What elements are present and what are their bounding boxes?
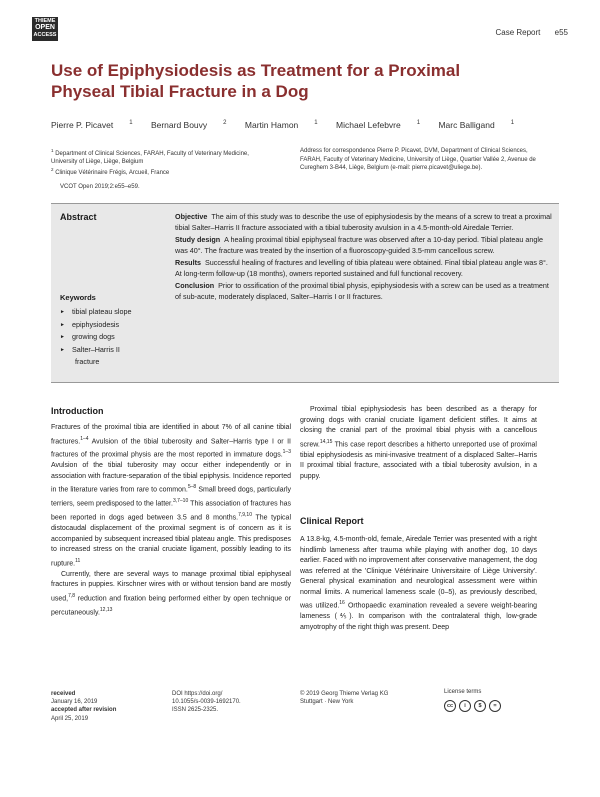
doi-label: DOI: [172, 691, 183, 697]
publisher-place: Stuttgart · New York: [300, 699, 354, 706]
issn: ISSN 2625-2325.: [172, 707, 219, 714]
license-icons: [444, 700, 501, 712]
received-label: received: [51, 691, 76, 697]
author: Marc Balligand $^1$: [438, 120, 515, 130]
keyword: ► epiphysiodesis: [60, 319, 132, 332]
copyright: © 2019 Georg Thieme Verlag KG: [300, 691, 389, 697]
correspondence: Address for correspondence Pierre P. Picavet, DVM, Department of Clinical Sciences, FARAH, Faculty of Veterinary Medicine, University of Liège, Quartier Vallée 2, Avenue de Cureghem 3-B44, Liège, Belgium (e-mail: pierre.picavet@uliege.be).: [300, 148, 536, 171]
affiliations: [51, 147, 261, 177]
received-date: January 16, 2019: [51, 699, 98, 706]
clinical-report-body: [300, 535, 537, 633]
author: Pierre P. Picavet $^1$: [51, 120, 133, 130]
doi-block: [172, 690, 241, 715]
keyword: ► Salter–Harris II: [60, 344, 132, 357]
running-header: [483, 28, 568, 37]
introduction-heading: Introduction: [51, 406, 104, 416]
journal-citation: VCOT Open 2019;2:e55–e59.: [60, 184, 140, 190]
abstract-design: Study design A healing proximal tibial epiphyseal fracture was observed after a 10-day period. Tibial plateau angle was 40°. The fracture was treated by the insertion of a fluoroscopy-guided 3.5-mm cancellous screw.: [175, 235, 543, 255]
paragraph: Proximal tibial epiphysiodesis has been described as a therapy for growing dogs with cranial cruciate ligament deficient stifles. It aims at closing the cranial part of the proximal tibial physis with a cancellous screw.$^{14,15}$ This case report describes a hitherto unreported use of proximal tibial epiphysiodesis as mini-invasive treatment of a displaced Salter–Harris II proximal tibial fracture, associated with a tibial tuberosity avulsion, in a puppy.: [300, 406, 537, 480]
license-title[interactable]: License terms: [444, 689, 482, 695]
logo-line3: ACCESS: [33, 32, 57, 38]
cc-icon: cc: [444, 700, 456, 712]
author-list: [51, 120, 530, 130]
abstract-text: [175, 211, 553, 303]
publisher-logo: [32, 17, 58, 41]
logo-line1: THIEME: [34, 18, 56, 24]
paragraph: Currently, there are several ways to manage proximal tibial epiphyseal fractures in puppies. Kirschner wires with or without tension band are mostly used,$^{7,8}$ reduction and fixation being performed either by open technique or percutaneously.$^{12,13}$: [51, 570, 291, 616]
cc-nd-icon: =: [489, 700, 501, 712]
article-type: Case Report: [495, 28, 541, 37]
doi-link[interactable]: https://doi.org/: [184, 691, 223, 697]
abstract-results: Results Successful healing of fractures and levelling of tibia plateau were obtained. Final tibial plateau angle was 8°. At long-term follow-up (18 months), owners reported sustained and full functional recovery.: [175, 258, 548, 278]
paragraph: A 13.8-kg, 4.5-month-old, female, Airedale Terrier was presented with a right hindlimb lameness after trauma while playing with another dog, 10 days earlier. Faced with no improvement after conservative management, the dog was referred at the 'Clinique Vétérinaire Universitaire of Liège University'. General physical examination and neurological assessment were within normal limits. A numerical lameness scale (0–5), as previously described, was utilized.$^{16}$ Orthopaedic examination revealed a severe weight-bearing lameness (⅘). In comparison with the contralateral thigh, low-grade amyotrophy of the right thigh was present. Deep: [300, 536, 537, 631]
dates-block: [51, 690, 116, 723]
affiliation: $^1$ Department of Clinical Sciences, FARAH, Faculty of Veterinary Medicine, University of Liège, Liège, Belgium: [51, 148, 249, 165]
abstract-objective: Objective The aim of this study was to describe the use of epiphysiodesis by the means of a screw to treat a proximal tibial Salter–Harris II fracture associated with a tibial tuberosity avulsion in a 4.5-month-old Airedale Terrier.: [175, 212, 552, 232]
abstract-conclusion: Conclusion Prior to ossification of the proximal tibial physis, epiphysiodesis with a screw can be used as a treatment of sub-acute, moderately displaced, Salter–Harris I or II fractures.: [175, 281, 549, 301]
author: Bernard Bouvy $^2$: [150, 120, 227, 130]
doi-value: 10.1055/s-0039-1692170.: [172, 699, 241, 706]
introduction-body: [51, 423, 291, 618]
copyright-block: [300, 690, 388, 706]
keyword: ► growing dogs: [60, 331, 132, 344]
author: Martin Hamon $^1$: [244, 120, 318, 130]
page-number: e55: [554, 28, 568, 37]
keyword: ► tibial plateau slope: [60, 306, 132, 319]
logo-line2: OPEN: [35, 24, 55, 31]
keyword: fracture: [75, 357, 100, 366]
article-title: Use of Epiphysiodesis as Treatment for a Proximal Physeal Tibial Fracture in a Dog: [51, 61, 461, 101]
cc-nc-icon: $: [474, 700, 486, 712]
cc-by-icon: i: [459, 700, 471, 712]
author: Michael Lefebvre $^1$: [336, 120, 421, 130]
keyword-list: [60, 306, 132, 369]
column2-body: [300, 405, 537, 482]
clinical-report-heading: Clinical Report: [300, 516, 364, 526]
accepted-label: accepted after revision: [51, 707, 117, 714]
paragraph: Fractures of the proximal tibia are identified in about 7% of all canine tibial fractures.$^{1-4}$ Avulsion of the tibial tuberosity and Salter–Harris type I or II fractures of the proximal physis are the most reported in immature dogs.$^{1-3}$ Avulsion of the tibial tuberosity may occur either independently or in association with fracture-separation of the tibial epiphysis. Incidence reported in the literature varies from rare to common.$^{5-8}$ Small breed dogs, particularly terriers, seem predisposed to the latter.$^{3,7-10}$ This association of fractures has been reported in dogs aged between 3.5 and 8 months.$^{7,9,10}$ The typical distocaudal displacement of the proximal segment is of concern as it is accompanied by subsequent increased tibial plateau angle. This predisposes to increased stress on the cranial cruciate ligament, possibly leading to its rupture.$^{11}$: [51, 424, 291, 567]
keywords-heading: Keywords: [60, 293, 96, 302]
accepted-date: April 25, 2019: [51, 715, 89, 722]
affiliation: $^2$ Clinique Vétérinaire Frégis, Arcueil, France: [51, 167, 170, 176]
abstract-heading: Abstract: [60, 212, 97, 222]
